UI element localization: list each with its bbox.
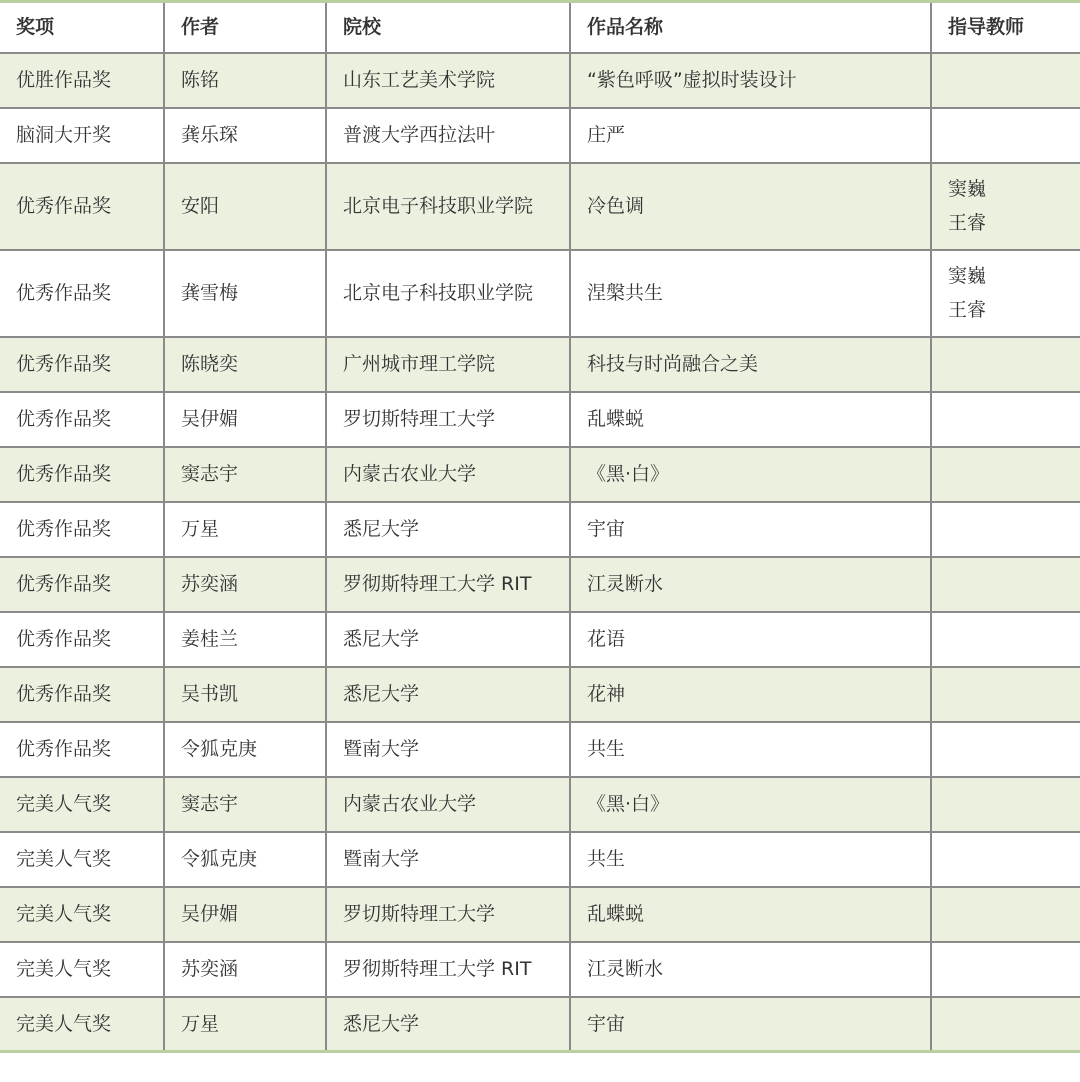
cell-school: 暨南大学 [326, 722, 570, 777]
table-body [0, 53, 1080, 1052]
table-row [0, 53, 1080, 108]
cell-award: 优秀作品奖 [0, 557, 164, 612]
cell-teacher [931, 887, 1080, 942]
cell-award: 优秀作品奖 [0, 502, 164, 557]
cell-author: 万星 [164, 502, 326, 557]
table-row [0, 163, 1080, 250]
cell-teacher [931, 832, 1080, 887]
cell-work: 乱蝶蜕 [570, 887, 931, 942]
cell-award: 优秀作品奖 [0, 392, 164, 447]
cell-author: 万星 [164, 997, 326, 1052]
cell-work: 《黑·白》 [570, 777, 931, 832]
cell-school: 罗彻斯特理工大学 RIT [326, 557, 570, 612]
cell-work: 共生 [570, 722, 931, 777]
cell-award: 完美人气奖 [0, 887, 164, 942]
cell-author: 陈铭 [164, 53, 326, 108]
table-row [0, 667, 1080, 722]
cell-school: 悉尼大学 [326, 997, 570, 1052]
cell-school: 普渡大学西拉法叶 [326, 108, 570, 163]
cell-author: 安阳 [164, 163, 326, 250]
table-row [0, 447, 1080, 502]
cell-work: 宇宙 [570, 997, 931, 1052]
header-work: 作品名称 [570, 2, 931, 53]
cell-work: 《黑·白》 [570, 447, 931, 502]
cell-school: 广州城市理工学院 [326, 337, 570, 392]
table-row [0, 557, 1080, 612]
cell-school: 内蒙古农业大学 [326, 447, 570, 502]
cell-author: 吴伊媚 [164, 887, 326, 942]
cell-author: 窦志宇 [164, 777, 326, 832]
table-row [0, 722, 1080, 777]
table-row [0, 777, 1080, 832]
teacher-name: 王睿 [948, 299, 987, 321]
cell-teacher [931, 612, 1080, 667]
cell-teacher [931, 447, 1080, 502]
cell-teacher [931, 997, 1080, 1052]
cell-teacher [931, 667, 1080, 722]
cell-work: 庄严 [570, 108, 931, 163]
table-row [0, 612, 1080, 667]
cell-award: 完美人气奖 [0, 997, 164, 1052]
cell-work: 花语 [570, 612, 931, 667]
table-row [0, 337, 1080, 392]
cell-work: 宇宙 [570, 502, 931, 557]
cell-award: 优秀作品奖 [0, 250, 164, 337]
header-author: 作者 [164, 2, 326, 53]
table-row [0, 502, 1080, 557]
cell-author: 苏奕涵 [164, 557, 326, 612]
table-row [0, 108, 1080, 163]
cell-work: “紫色呼吸”虚拟时装设计 [570, 53, 931, 108]
cell-award: 优秀作品奖 [0, 163, 164, 250]
teacher-name: 窦巍 [948, 265, 987, 287]
cell-work: 江灵断水 [570, 557, 931, 612]
table-header-row [0, 2, 1080, 53]
cell-teacher [931, 392, 1080, 447]
cell-school: 罗彻斯特理工大学 RIT [326, 942, 570, 997]
cell-school: 罗切斯特理工大学 [326, 887, 570, 942]
cell-work: 乱蝶蜕 [570, 392, 931, 447]
cell-teacher [931, 337, 1080, 392]
cell-award: 优胜作品奖 [0, 53, 164, 108]
teacher-name: 王睿 [948, 212, 987, 234]
cell-school: 北京电子科技职业学院 [326, 163, 570, 250]
table-row [0, 997, 1080, 1052]
table-row [0, 942, 1080, 997]
table-row [0, 250, 1080, 337]
cell-teacher [931, 942, 1080, 997]
cell-school: 内蒙古农业大学 [326, 777, 570, 832]
cell-work: 冷色调 [570, 163, 931, 250]
cell-author: 吴书凯 [164, 667, 326, 722]
cell-award: 优秀作品奖 [0, 447, 164, 502]
cell-award: 完美人气奖 [0, 777, 164, 832]
cell-school: 悉尼大学 [326, 667, 570, 722]
header-school: 院校 [326, 2, 570, 53]
cell-work: 涅槃共生 [570, 250, 931, 337]
cell-school: 悉尼大学 [326, 612, 570, 667]
cell-author: 姜桂兰 [164, 612, 326, 667]
cell-work: 科技与时尚融合之美 [570, 337, 931, 392]
cell-author: 吴伊媚 [164, 392, 326, 447]
header-teacher: 指导教师 [931, 2, 1080, 53]
cell-author: 陈晓奕 [164, 337, 326, 392]
cell-author: 龚乐琛 [164, 108, 326, 163]
cell-school: 暨南大学 [326, 832, 570, 887]
cell-teacher [931, 722, 1080, 777]
cell-school: 北京电子科技职业学院 [326, 250, 570, 337]
cell-school: 罗切斯特理工大学 [326, 392, 570, 447]
cell-author: 龚雪梅 [164, 250, 326, 337]
cell-award: 完美人气奖 [0, 832, 164, 887]
cell-award: 优秀作品奖 [0, 667, 164, 722]
cell-teacher [931, 502, 1080, 557]
cell-award: 优秀作品奖 [0, 722, 164, 777]
cell-teacher [931, 250, 1080, 337]
table-row [0, 392, 1080, 447]
cell-work: 江灵断水 [570, 942, 931, 997]
cell-teacher [931, 53, 1080, 108]
cell-author: 苏奕涵 [164, 942, 326, 997]
header-award: 奖项 [0, 2, 164, 53]
cell-teacher [931, 163, 1080, 250]
cell-school: 悉尼大学 [326, 502, 570, 557]
cell-award: 脑洞大开奖 [0, 108, 164, 163]
cell-author: 窦志宇 [164, 447, 326, 502]
cell-award: 完美人气奖 [0, 942, 164, 997]
cell-award: 优秀作品奖 [0, 612, 164, 667]
cell-school: 山东工艺美术学院 [326, 53, 570, 108]
cell-award: 优秀作品奖 [0, 337, 164, 392]
teacher-name: 窦巍 [948, 178, 987, 200]
cell-teacher [931, 557, 1080, 612]
cell-work: 花神 [570, 667, 931, 722]
cell-teacher [931, 777, 1080, 832]
cell-work: 共生 [570, 832, 931, 887]
table-row [0, 887, 1080, 942]
cell-teacher [931, 108, 1080, 163]
cell-author: 令狐克庚 [164, 832, 326, 887]
cell-author: 令狐克庚 [164, 722, 326, 777]
table-row [0, 832, 1080, 887]
